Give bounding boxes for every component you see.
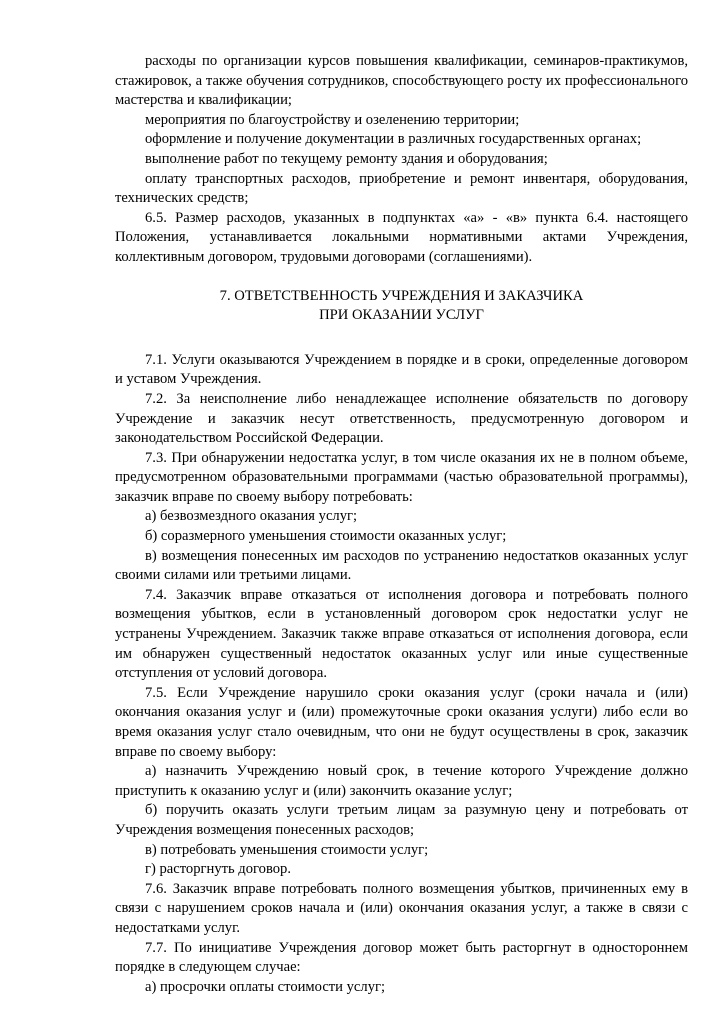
document-body — [115, 52, 688, 997]
paragraph-7-5-a: а) назначить Учреждению новый срок, в течение которого Учреждение должно приступить к оказанию услуг и (или) закончить оказание услуг; — [115, 763, 688, 799]
paragraph-6-4-landscaping: мероприятия по благоустройству и озеленению территории; — [145, 111, 520, 128]
paragraph-7-1: 7.1. Услуги оказываются Учреждением в порядке и в сроки, определенные договором и уставом Учреждения. — [115, 351, 688, 388]
paragraph-7-5: 7.5. Если Учреждение нарушило сроки оказания услуг (сроки начала и (или) окончания оказания услуг и (или) промежуточные сроки оказания услуги) либо если во время оказания услуг стало очевидным, что они не будут осуществлены в срок, заказчик вправе по своему выбору: — [115, 684, 688, 760]
paragraph-7-3-v: в) возмещения понесенных им расходов по устранению недостатков оказанных услуг своими силами или третьими лицами. — [115, 547, 688, 584]
paragraph-7-3-a: а) безвозмездного оказания услуг; — [145, 508, 358, 525]
paragraph-7-7: 7.7. По инициативе Учреждения договор может быть расторгнут в одностороннем порядке в следующем случае: — [115, 939, 688, 976]
paragraph-7-3-b: б) соразмерного уменьшения стоимости оказанных услуг; — [145, 528, 507, 545]
spacer — [115, 268, 688, 287]
paragraph-7-2: 7.2. За неисполнение либо ненадлежащее исполнение обязательств по договору Учреждение и заказчик несут ответственность, предусмотренную договором и законодательством Российской Федерации. — [115, 390, 688, 447]
paragraph-7-7-a: а) просрочки оплаты стоимости услуг; — [145, 978, 386, 995]
section-heading-line-1: 7. ОТВЕТСТВЕННОСТЬ УЧРЕЖДЕНИЯ И ЗАКАЗЧИКА — [219, 287, 584, 304]
section-heading-line-2: ПРИ ОКАЗАНИИ УСЛУГ — [319, 307, 484, 324]
paragraph-6-4-repair: выполнение работ по текущему ремонту здания и оборудования; — [145, 150, 548, 167]
paragraph-6-4-courses: расходы по организации курсов повышения квалификации, семинаров-практикумов, стажировок, а также обучения сотрудников, способствующего росту их профессионального мастерства и квалификации; — [115, 53, 688, 109]
paragraph-6-5: 6.5. Размер расходов, указанных в подпунктах «а» - «в» пункта 6.4. настоящего Положения, устанавливается локальными нормативными актами Учреждения, коллективным договором, трудовыми договорами (соглашениями). — [115, 209, 688, 265]
paragraph-7-5-v: в) потребовать уменьшения стоимости услуг; — [145, 841, 429, 858]
paragraph-7-4: 7.4. Заказчик вправе отказаться от исполнения договора и потребовать полного возмещения убытков, если в установленный договором срок недостатки услуг не устранены Учреждением. Заказчик также вправе отказаться от исполнения договора, если им обнаружен существенный недостаток оказанных услуг или иные существенные отступления от условий договора. — [115, 586, 688, 682]
paragraph-7-5-g: г) расторгнуть договор. — [145, 861, 291, 878]
paragraph-7-3: 7.3. При обнаружении недостатка услуг, в том числе оказания их не в полном объеме, предусмотренном образовательными программами (частью образовательной программы), заказчик вправе по своему выбору потребовать: — [115, 449, 688, 505]
spacer — [115, 326, 688, 351]
paragraph-7-6: 7.6. Заказчик вправе потребовать полного возмещения убытков, причиненных ему в связи с нарушением сроков начала и (или) окончания оказания услуг, а также в связи с недостатками услуг. — [115, 880, 688, 936]
paragraph-6-4-transport: оплату транспортных расходов, приобретение и ремонт инвентаря, оборудования, технических средств; — [115, 170, 688, 207]
paragraph-7-5-b: б) поручить оказать услуги третьим лицам за разумную цену и потребовать от Учреждения возмещения понесенных расходов; — [115, 802, 688, 838]
paragraph-6-4-documentation: оформление и получение документации в различных государственных органах; — [145, 131, 642, 148]
